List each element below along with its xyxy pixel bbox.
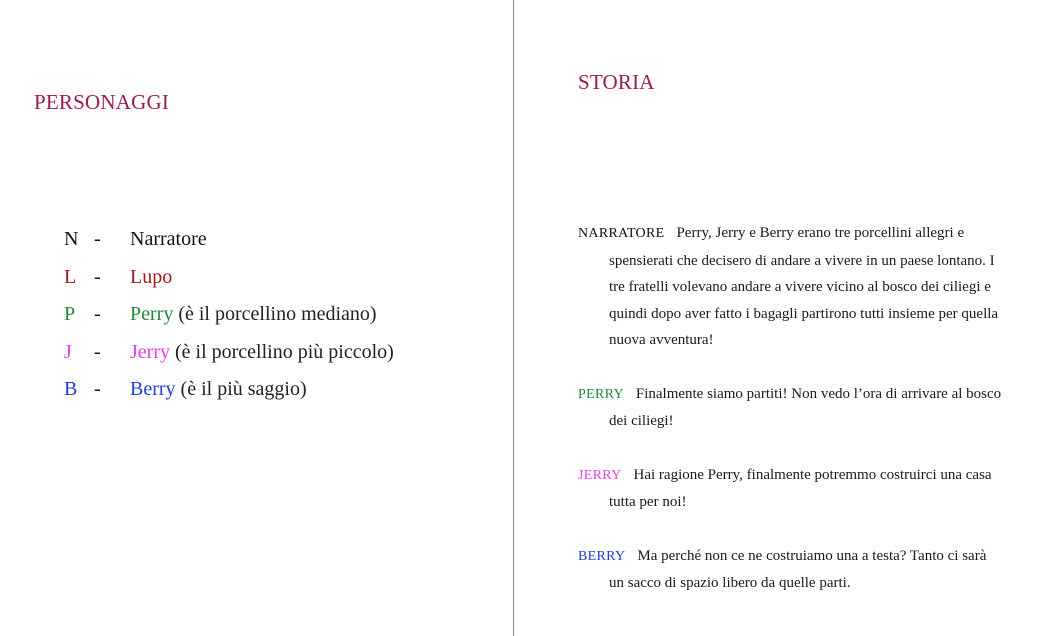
speaker-label: BERRY bbox=[578, 548, 626, 564]
speaker-label: JERRY bbox=[578, 467, 622, 483]
character-name: Berry bbox=[130, 378, 176, 400]
character-dash: - bbox=[94, 303, 101, 325]
dialogue-text: Finalmente siamo partiti! Non vedo l’ora di arrivare al bosco dei ciliegi! bbox=[609, 385, 1002, 429]
character-dash: - bbox=[94, 228, 101, 250]
story-paragraph-narratore bbox=[578, 220, 1003, 354]
character-initial: N bbox=[64, 228, 79, 250]
page-divider bbox=[513, 0, 514, 636]
speaker-label: NARRATORE bbox=[578, 226, 665, 241]
character-row-narratore bbox=[64, 228, 484, 266]
character-list bbox=[64, 228, 484, 416]
story-paragraph-jerry bbox=[578, 462, 1003, 516]
character-row-perry bbox=[64, 303, 484, 341]
story-paragraph-berry bbox=[578, 543, 1003, 597]
character-initial: B bbox=[64, 378, 78, 400]
character-initial: J bbox=[64, 340, 72, 363]
dialogue-text: Ma perché non ce ne costruiamo una a testa? Tanto ci sarà un sacco di spazio libero da quelle parti. bbox=[609, 547, 987, 591]
character-dash: - bbox=[94, 340, 101, 363]
character-row-berry bbox=[64, 378, 484, 416]
character-row-jerry bbox=[64, 341, 484, 379]
character-note: (è il più saggio) bbox=[180, 378, 307, 400]
character-dash: - bbox=[94, 265, 101, 288]
character-note: (è il porcellino più piccolo) bbox=[174, 340, 394, 363]
character-name: Lupo bbox=[130, 265, 173, 288]
character-initial: P bbox=[64, 303, 76, 325]
story-paragraph-perry bbox=[578, 381, 1003, 435]
character-note: (è il porcellino mediano) bbox=[178, 303, 377, 325]
characters-heading: PERSONAGGI bbox=[34, 90, 170, 114]
character-initial: L bbox=[64, 265, 77, 288]
character-name: Perry bbox=[130, 303, 174, 325]
story-text bbox=[578, 220, 1003, 624]
character-dash: - bbox=[94, 378, 101, 400]
speaker-label: PERRY bbox=[578, 386, 624, 402]
character-name: Narratore bbox=[130, 228, 207, 250]
character-name: Jerry bbox=[130, 340, 170, 363]
character-row-lupo bbox=[64, 266, 484, 304]
dialogue-text: Hai ragione Perry, finalmente potremmo costruirci una casa tutta per noi! bbox=[609, 466, 992, 510]
story-heading: STORIA bbox=[578, 70, 655, 94]
dialogue-text: Perry, Jerry e Berry erano tre porcellini allegri e spensierati che decisero di andare a vivere in un paese lontano. I tre fratelli volevano andare a vivere vicino al bosco dei ciliegi e quindi dopo aver fatto i bagagli partirono tutti insieme per quella nuova avventura! bbox=[609, 225, 999, 348]
